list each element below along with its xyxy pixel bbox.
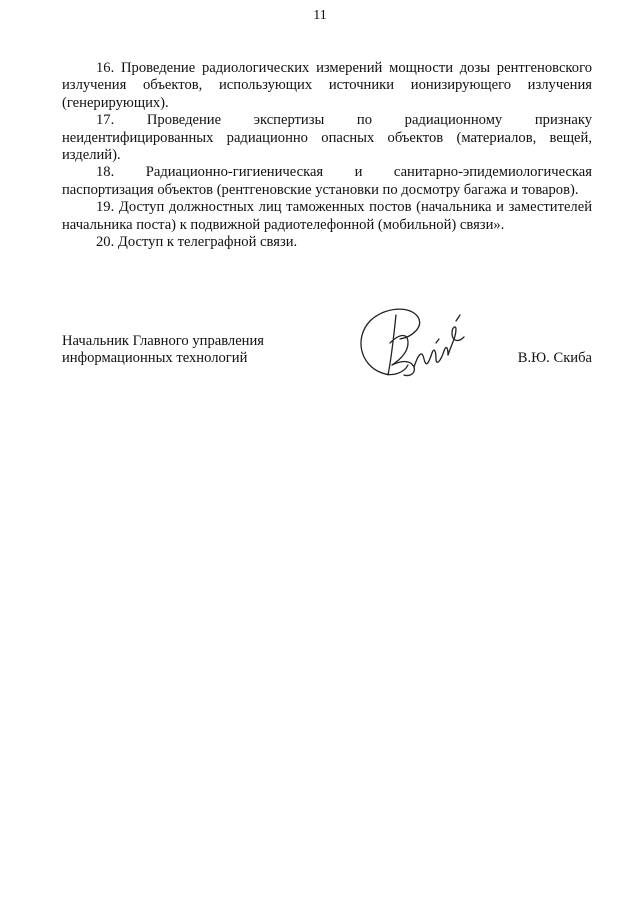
list-item-19: 19. Доступ должностных лиц таможенных постов (начальника и заместителей начальника поста) к подвижной радиотелефонной (мобильной) связи». bbox=[62, 199, 592, 233]
document-body bbox=[62, 60, 592, 251]
list-item-16: 16. Проведение радиологических измерений мощности дозы рентгеновского излучения объектов, использующих источники ионизирующего излучения (генерирующих). bbox=[62, 60, 592, 111]
signer-position-line-2: информационных технологий bbox=[62, 350, 248, 367]
list-item-18: 18. Радиационно-гигиеническая и санитарно-эпидемиологическая паспортизация объектов (рентгеновские установки по досмотру багажа и товаров). bbox=[62, 164, 592, 198]
signature-block bbox=[62, 333, 592, 393]
page-number: 11 bbox=[313, 8, 327, 23]
signer-position bbox=[62, 333, 264, 368]
list-item-17: 17. Проведение экспертизы по радиационному признаку неидентифицированных радиационно опасных объектов (материалов, вещей, изделий). bbox=[62, 112, 592, 164]
signer-position-line-1: Начальник Главного управления bbox=[62, 333, 265, 349]
signer-name: В.Ю. Скиба bbox=[517, 350, 592, 366]
handwritten-signature-icon bbox=[352, 303, 482, 393]
list-item-20: 20. Доступ к телеграфной связи. bbox=[96, 234, 298, 251]
